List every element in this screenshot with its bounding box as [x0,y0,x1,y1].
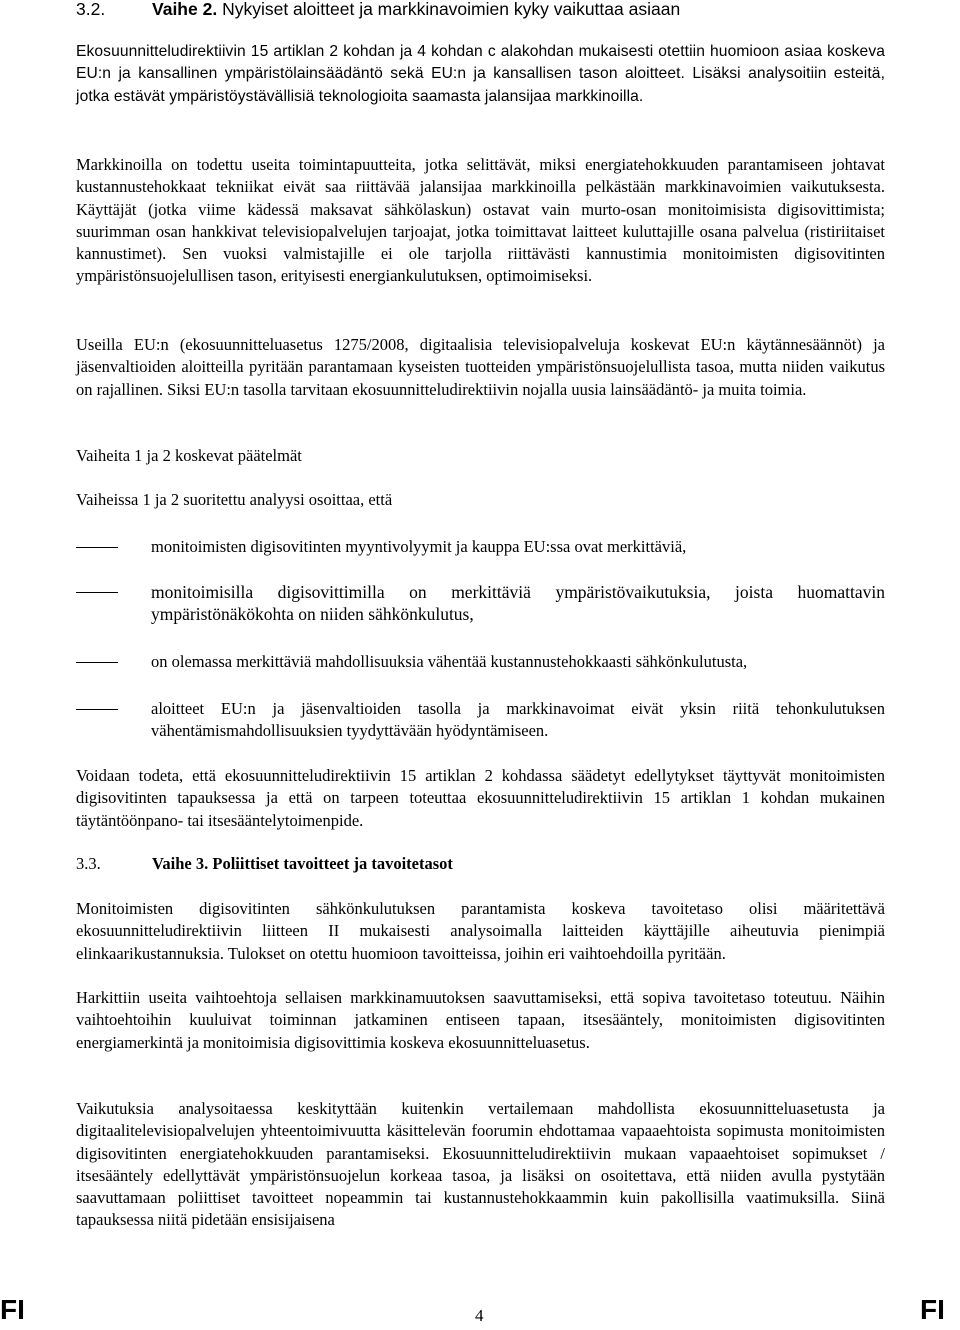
footer-language-code-left: FI [0,1294,25,1325]
section-33-heading [76,853,885,875]
list-item [76,536,885,558]
section-title: Nykyiset aloitteet ja markkinavoimien kyky vaikuttaa asiaan [222,0,681,19]
paragraph-eu-initiatives: Useilla EU:n (ekosuunnitteluasetus 1275/2008, digitaalisia televisiopalveluja koskevat EU:n käytännesäännöt) ja jäsenvaltioiden aloitteilla pyritään parantamaan kyseisten tuotteiden ympäristönsuojelullista tasoa, mutta niiden vaikutus on rajallinen. Siksi EU:n tasolla tarvitaan ekosuunnitteludirektiivin nojalla uusia lainsäädäntö- ja muita toimia. [76,335,885,399]
section-33-phase-label: Vaihe 3. [152,854,209,873]
list-item-text: monitoimisten digisovitinten myyntivolyymit ja kauppa EU:ssa ovat merkittäviä, [151,537,687,556]
list-item [76,581,885,626]
section-33-title: Poliittiset tavoitteet ja tavoitetasot [212,854,453,873]
conclusions-lead: Vaiheissa 1 ja 2 suoritettu analyysi osoittaa, että [76,490,393,509]
dash-bullet [76,709,118,710]
list-item-text: on olemassa merkittäviä mahdollisuuksia vähentää kustannustehokkaasti sähkönkulutusta, [151,652,748,671]
list-item [76,651,885,673]
section-33-number: 3.3. [76,854,101,873]
footer-language-code-right: FI [920,1294,945,1325]
list-item-text: monitoimisilla digisovittimilla on merkittäviä ympäristövaikutuksia, joista huomattavin ympäristönäkökohta on niiden sähkönkulutus, [151,582,885,625]
intro-paragraph: Ekosuunnitteludirektiivin 15 artiklan 2 kohdan ja 4 kohdan c alakohdan mukaisesti otettiin huomioon asiaa koskeva EU:n ja kansallinen ympäristölainsäädäntö sekä EU:n ja kansallisen tason aloitteet. Lisäksi analysoitiin esteitä, jotka estävät ympäristöystävällisiä teknologioita saamasta jalansijaa markkinoilla. [76,43,885,105]
section-number: 3.2. [76,0,106,19]
paragraph-market-failures: Markkinoilla on todettu useita toimintapuutteita, jotka selittävät, miksi energiatehokkuuden parantamiseen johtavat kustannustehokkaat tekniikat eivät saa riittävää jalansijaa markkinoilla pelkästään markkinavoimien vaikutuksesta. Käyttäjät (jotka viime kädessä maksavat sähkölaskun) ostavat vain murto-osan monitoimisista digisovittimista; suurimman osan hankkivat televisiopalvelujen tarjoajat, jotka toimittavat laitteet kuluttajille osana palvelua (ristiriitaiset kannustimet). Sen vuoksi valmistajille ei ole tarjolla riittävästi kannustimia monitoimisten digisovitinten ympäristönsuojelullisen tason, erityisesti energiankulutuksen, optimoimiseksi. [76,155,885,286]
dash-bullet [76,662,118,663]
paragraph-impact-analysis: Vaikutuksia analysoitaessa keskityttään kuitenkin vertailemaan mahdollista ekosuunnitteluasetusta ja digitaalitelevisiopalvelujen yhteentoimivuutta käsittelevän foorumin ehdottamaa vapaaehtoista sopimusta monitoimisten digisovitinten energiatehokkuuden parantamiseksi. Ekosuunnitteludirektiivin mukaan vapaaehtoiset sopimukset / itsesääntely edellyttävät ympäristönsuojelun korkeaa tasoa, ja lisäksi on osoitettava, että niiden avulla pystytään saavuttamaan poliittiset tavoitteet nopeammin tai kustannustehokkaammin kuin pakollisilla vaatimuksilla. Siinä tapauksessa niitä pidetään ensisijaisena [76,1099,885,1230]
paragraph-options: Harkittiin useita vaihtoehtoja sellaisen markkinamuutoksen saavuttamiseksi, että sopiva tavoitetaso toteutuu. Näihin vaihtoehtoihin kuuluivat toiminnan jatkaminen entiseen tapaan, itsesääntely, monitoimisten digisovitinten energiamerkintä ja monitoimisia digisovittimia koskeva ekosuunnitteluasetus. [76,988,885,1052]
list-item [76,698,885,743]
section-heading [76,0,885,20]
paragraph-target-level: Monitoimisten digisovitinten sähkönkulutuksen parantamista koskeva tavoitetaso olisi määritettävä ekosuunnitteludirektiivin liitteen II mukaisesti analysoimalla laitteiden käyttäjille aiheutuvia pienimpiä elinkaarikustannuksia. Tulokset on otettu huomioon tavoitteissa, joihin eri vaihtoehdoilla pyritään. [76,899,885,963]
phase-label: Vaihe 2. [152,0,218,19]
list-item-text: aloitteet EU:n ja jäsenvaltioiden tasolla ja markkinavoimat eivät yksin riitä tehonkulutuksen vähentämismahdollisuuksien tyydyttävään hyödyntämiseen. [151,699,885,741]
page-number: 4 [475,1306,484,1325]
dash-bullet [76,547,118,548]
conclusions-title: Vaiheita 1 ja 2 koskevat päätelmät [76,446,302,465]
dash-bullet [76,592,118,593]
conclusion-paragraph: Voidaan todeta, että ekosuunnitteludirektiivin 15 artiklan 2 kohdassa säädetyt edellytykset täyttyvät monitoimisten digisovitinten tapauksessa ja että on tarpeen toteuttaa ekosuunnitteludirektiivin 15 artiklan 1 kohdan mukainen täytäntöönpano- tai itsesääntelytoimenpide. [76,766,885,830]
